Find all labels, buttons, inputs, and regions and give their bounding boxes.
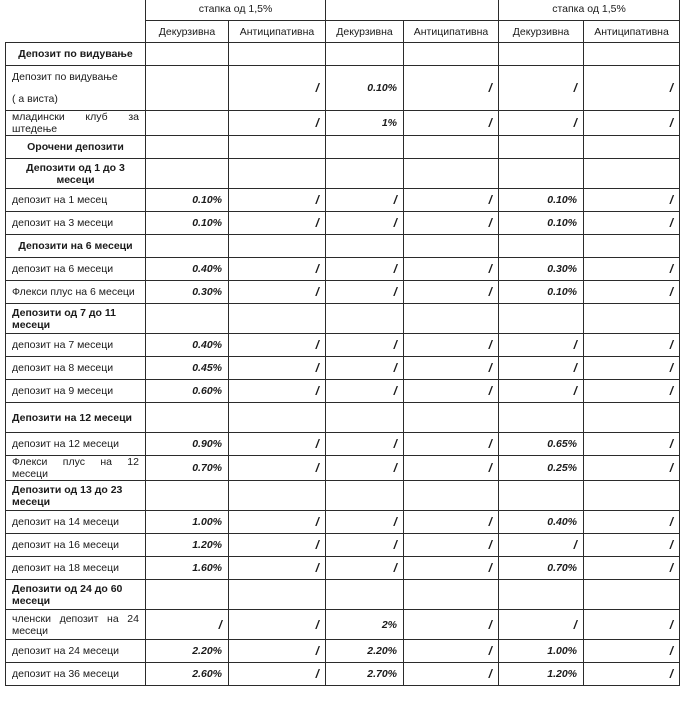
table-row [6,281,680,304]
table-row [6,189,680,212]
rate-cell: / [326,433,404,456]
rate-cell: / [229,534,326,557]
rate-cell: 2% [326,610,404,640]
rate-cell [229,43,326,66]
rate-cell: / [404,640,499,663]
table-row [6,380,680,403]
rate-cell: 1.20% [499,663,584,686]
table-row [6,433,680,456]
rate-cell: / [326,189,404,212]
rate-cell: / [326,557,404,580]
table-row [6,663,680,686]
rate-cell: / [584,380,680,403]
section-row [6,235,680,258]
rate-cell: 0.25% [499,456,584,481]
rate-cell: 2.20% [146,640,229,663]
rate-cell: / [146,610,229,640]
rate-cell [326,235,404,258]
rate-cell: 0.10% [146,212,229,235]
rate-cell [326,304,404,334]
rate-cell [404,403,499,433]
rate-cell: 1% [326,111,404,136]
table-row [6,534,680,557]
rate-cell [584,159,680,189]
rate-cell: 0.10% [326,66,404,111]
rate-cell [146,304,229,334]
row-label-line-2: ( а виста) [12,93,58,105]
rate-cell: / [584,258,680,281]
rate-cell: / [229,663,326,686]
rate-cell: / [404,111,499,136]
rate-cell: / [326,534,404,557]
row-label: депозит на 36 месеци [6,663,146,686]
row-label: депозит на 12 месеци [6,433,146,456]
section-row [6,481,680,511]
row-label: депозит на 24 месеци [6,640,146,663]
rate-cell: / [499,380,584,403]
rate-cell: / [326,334,404,357]
rate-cell [146,159,229,189]
rate-cell: / [404,663,499,686]
rate-cell: / [584,640,680,663]
rate-cell: / [229,456,326,481]
section-heading: Депозити од 1 до 3 месеци [6,159,146,189]
rate-cell [229,235,326,258]
section-row [6,403,680,433]
table-row [6,511,680,534]
header-group-1: стапка од 1,5% [146,0,326,21]
header-group-3: стапка од 1,5% [499,0,680,21]
row-label: Флекси плус на 12 месеци [6,456,146,481]
rate-cell: 0.10% [499,281,584,304]
rate-cell: / [404,433,499,456]
rate-cell: 1.00% [146,511,229,534]
rate-cell [146,66,229,111]
rate-cell: / [584,433,680,456]
rate-cell: / [404,534,499,557]
rate-cell [499,136,584,159]
rate-cell [499,481,584,511]
rate-cell: / [404,456,499,481]
rate-cell [229,304,326,334]
rate-cell [326,43,404,66]
rate-cell: 0.10% [499,189,584,212]
rate-cell: / [404,557,499,580]
rate-cell: 2.70% [326,663,404,686]
rate-cell [146,136,229,159]
section-row [6,304,680,334]
rate-cell: 0.40% [146,258,229,281]
rate-cell: 1.60% [146,557,229,580]
section-heading: Орочени депозити [6,136,146,159]
rate-cell [326,136,404,159]
rate-cell: / [584,212,680,235]
rate-cell [146,580,229,610]
rate-cell [326,159,404,189]
rate-cell [146,43,229,66]
section-heading: Депозити на 6 месеци [6,235,146,258]
rate-cell [404,43,499,66]
rate-cell [404,159,499,189]
rate-cell: 0.40% [499,511,584,534]
rate-cell [146,403,229,433]
table-row [6,610,680,640]
rate-cell: 0.90% [146,433,229,456]
rate-cell: / [326,281,404,304]
table-row [6,212,680,235]
rate-cell: / [584,357,680,380]
rate-cell [229,580,326,610]
subheader-decursive: Декурзивна [326,21,404,43]
table-row [6,66,680,111]
rate-cell: / [229,557,326,580]
rate-cell: / [229,433,326,456]
rate-cell: 0.45% [146,357,229,380]
rate-cell [584,43,680,66]
rate-cell: / [404,334,499,357]
table-row [6,557,680,580]
rate-cell: 0.70% [499,557,584,580]
subheader-decursive: Декурзивна [146,21,229,43]
row-label: депозит на 1 месец [6,189,146,212]
section-row [6,43,680,66]
rate-cell: / [584,610,680,640]
rate-cell: / [229,380,326,403]
rate-cell: / [499,357,584,380]
rate-cell: / [326,511,404,534]
rate-cell [584,403,680,433]
row-label: депозит на 9 месеци [6,380,146,403]
row-label: депозит на 14 месеци [6,511,146,534]
section-heading: Депозити на 12 месеци [6,403,146,433]
rate-cell: 0.60% [146,380,229,403]
rate-cell: 2.60% [146,663,229,686]
table-row [6,456,680,481]
rate-cell: / [584,66,680,111]
rate-cell: 1.00% [499,640,584,663]
rate-cell: / [584,663,680,686]
rate-cell: 0.30% [146,281,229,304]
rate-cell: / [326,258,404,281]
rate-cell: 0.65% [499,433,584,456]
rate-cell: / [584,511,680,534]
interest-rates-table [5,0,680,686]
rate-cell [584,136,680,159]
section-row [6,159,680,189]
rate-cell: 0.70% [146,456,229,481]
row-label-line-1: Депозит по видување [12,71,118,83]
rate-cell: 0.40% [146,334,229,357]
row-label: депозит на 7 месеци [6,334,146,357]
rate-cell: / [404,189,499,212]
section-heading: Депозити од 7 до 11 месеци [6,304,146,334]
rate-cell: / [229,334,326,357]
rate-cell [499,43,584,66]
row-label: Флекси плус на 6 месеци [6,281,146,304]
rate-cell [404,304,499,334]
rate-cell: / [584,534,680,557]
rate-cell [499,580,584,610]
rate-cell [584,235,680,258]
rate-cell: / [229,66,326,111]
rate-cell: / [229,212,326,235]
rate-cell: / [229,610,326,640]
rate-cell: / [326,357,404,380]
rate-cell: / [584,557,680,580]
section-row [6,580,680,610]
rate-cell: / [404,281,499,304]
table-row [6,640,680,663]
rate-cell: / [229,640,326,663]
rate-cell: / [229,258,326,281]
rate-cell: / [229,111,326,136]
rate-cell [584,304,680,334]
rate-cell [584,580,680,610]
rate-cell: / [404,610,499,640]
rate-cell [229,159,326,189]
row-label: младински клуб за штедење [6,111,146,136]
row-label [6,66,146,111]
rate-cell: / [229,357,326,380]
rate-cell: / [229,281,326,304]
row-label: депозит на 6 месеци [6,258,146,281]
rate-cell: / [326,212,404,235]
rate-cell [499,159,584,189]
rate-cell: / [499,111,584,136]
rate-cell: / [404,511,499,534]
section-heading: Депозит по видување [6,43,146,66]
rate-cell [326,580,404,610]
rate-cell: / [584,456,680,481]
rate-cell: 0.10% [146,189,229,212]
table-row [6,111,680,136]
rate-cell [499,403,584,433]
rate-cell: / [404,258,499,281]
rate-cell [229,136,326,159]
rate-cell [404,481,499,511]
rate-cell: / [404,380,499,403]
rate-cell: / [326,456,404,481]
rate-cell: / [584,189,680,212]
section-row [6,136,680,159]
section-heading: Депозити од 24 до 60 месеци [6,580,146,610]
row-label: депозит на 3 месеци [6,212,146,235]
rate-cell [326,481,404,511]
rate-cell [404,580,499,610]
row-label: депозит на 8 месеци [6,357,146,380]
table-row [6,334,680,357]
rate-cell [404,136,499,159]
rate-cell: / [499,66,584,111]
rate-cell: / [584,111,680,136]
rate-cell [229,403,326,433]
rate-cell: / [499,334,584,357]
rate-cell: / [229,189,326,212]
rate-cell: / [229,511,326,534]
header-group-2 [326,0,499,21]
header-corner-cell [6,0,146,43]
subheader-anticipative: Антиципативна [404,21,499,43]
rate-cell: 2.20% [326,640,404,663]
row-label: членски депозит на 24 месеци [6,610,146,640]
section-heading: Депозити од 13 до 23 месеци [6,481,146,511]
table-row [6,258,680,281]
rate-cell: / [404,66,499,111]
rate-cell: / [584,281,680,304]
rate-cell [326,403,404,433]
subheader-anticipative: Антиципативна [584,21,680,43]
rate-cell [146,111,229,136]
rate-cell [584,481,680,511]
rate-cell: 0.10% [499,212,584,235]
rate-cell [499,304,584,334]
subheader-anticipative: Антиципативна [229,21,326,43]
rate-cell [146,481,229,511]
subheader-decursive: Декурзивна [499,21,584,43]
rate-cell: / [404,357,499,380]
rate-cell [229,481,326,511]
rate-cell: / [584,334,680,357]
table-row [6,357,680,380]
row-label: депозит на 18 месеци [6,557,146,580]
row-label: депозит на 16 месеци [6,534,146,557]
rate-cell: / [499,534,584,557]
rate-cell: 1.20% [146,534,229,557]
rate-cell: / [326,380,404,403]
rate-cell: / [499,610,584,640]
rate-cell [146,235,229,258]
rate-cell [499,235,584,258]
rate-cell: / [404,212,499,235]
header-group-row [6,0,680,21]
rate-cell [404,235,499,258]
rate-cell: 0.30% [499,258,584,281]
